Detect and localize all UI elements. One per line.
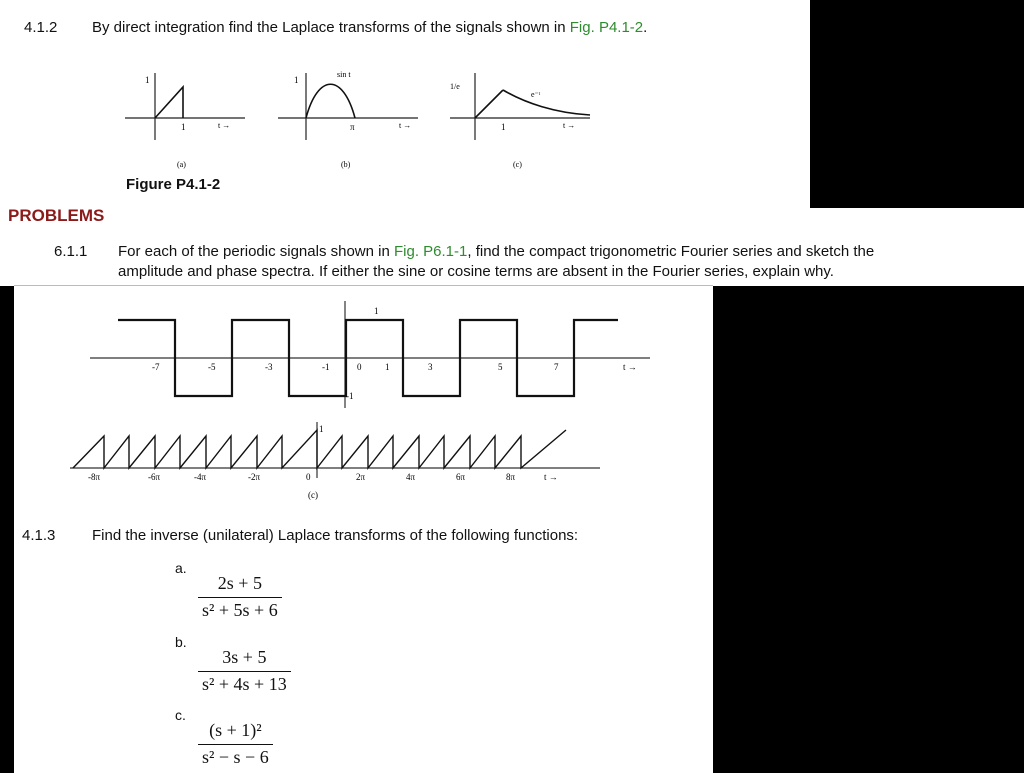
sawtooth-wave — [70, 422, 600, 500]
fig-a-one-x: 1 — [181, 122, 186, 132]
sq-tick: 1 — [385, 362, 390, 372]
saw-tick: -6π — [148, 472, 161, 482]
sq-tick: 3 — [428, 362, 433, 372]
figure-p412-c — [450, 73, 590, 169]
item-c-label: c. — [175, 707, 186, 723]
fraction-b-numerator: 3s + 5 — [198, 647, 291, 672]
sq-neg-one: -1 — [346, 391, 354, 401]
problem-611-number: 6.1.1 — [54, 243, 88, 260]
fig-a-caption: (a) — [177, 160, 186, 169]
sq-tick: -3 — [265, 362, 273, 372]
sq-tick: -7 — [152, 362, 160, 372]
saw-tick: 0 — [306, 472, 311, 482]
fig-c-t: t → — [563, 121, 576, 130]
figure-p611 — [60, 296, 660, 511]
saw-tick: 4π — [406, 472, 416, 482]
fraction-a — [198, 573, 282, 621]
saw-tick: -8π — [88, 472, 101, 482]
problem-413-text: Find the inverse (unilateral) Laplace transforms of the following functions: — [92, 527, 579, 544]
panel-problem-413 — [14, 520, 713, 773]
saw-tick: 2π — [356, 472, 366, 482]
saw-tick: 8π — [506, 472, 516, 482]
problem-412-text: By direct integration find the Laplace transforms of the signals shown in Fig. P4.1-2. — [92, 19, 648, 36]
figure-p412-b — [278, 70, 418, 169]
fraction-a-numerator: 2s + 5 — [198, 573, 282, 598]
sq-tick: 0 — [357, 362, 362, 372]
item-b-label: b. — [175, 634, 187, 650]
divider — [14, 285, 713, 286]
sq-tick: -5 — [208, 362, 216, 372]
figure-ref-412[interactable]: Fig. P4.1-2 — [569, 19, 644, 36]
fig-b-sin: sin t — [337, 70, 351, 79]
saw-t: t → — [544, 472, 558, 482]
fig-c-1e: 1/e — [450, 82, 460, 91]
sq-one: 1 — [374, 306, 379, 316]
fig-c-one-x: 1 — [501, 122, 506, 132]
problem-413-number: 4.1.3 — [22, 527, 56, 544]
fraction-c — [198, 720, 273, 768]
fig-b-t: t → — [399, 121, 412, 130]
problem-611-line1: For each of the periodic signals shown in Fig. P6.1-1, find the compact trigonometric Fourier series and sketch the — [118, 243, 875, 260]
sq-tick: 5 — [498, 362, 503, 372]
fraction-b-denominator: s² + 4s + 13 — [202, 674, 287, 694]
saw-tick: -2π — [248, 472, 261, 482]
figure-ref-611[interactable]: Fig. P6.1-1 — [393, 243, 468, 260]
fraction-c-numerator: (s + 1)² — [198, 720, 273, 745]
fig-b-one: 1 — [294, 75, 299, 85]
saw-tick: -4π — [194, 472, 207, 482]
fig-a-t: t → — [218, 121, 231, 130]
fig-c-exp: e⁻ᵗ — [531, 90, 541, 99]
saw-caption: (c) — [308, 490, 318, 500]
square-wave — [90, 301, 650, 408]
sq-tick: -1 — [322, 362, 330, 372]
figure-caption-412: Figure P4.1-2 — [126, 176, 221, 193]
fig-a-one: 1 — [145, 75, 150, 85]
saw-one: 1 — [319, 424, 324, 434]
sq-t: t → — [623, 362, 637, 372]
sq-tick: 7 — [554, 362, 559, 372]
problems-heading: PROBLEMS — [8, 206, 105, 225]
problem-412-number: 4.1.2 — [24, 19, 58, 36]
fig-b-pi: π — [350, 122, 355, 132]
fraction-a-denominator: s² + 5s + 6 — [202, 600, 278, 620]
item-a-label: a. — [175, 560, 187, 576]
figure-p412 — [115, 55, 615, 175]
fraction-b — [198, 647, 291, 695]
saw-tick: 6π — [456, 472, 466, 482]
fig-c-caption: (c) — [513, 160, 522, 169]
fraction-c-denominator: s² − s − 6 — [202, 747, 269, 767]
problem-611-line2: amplitude and phase spectra. If either the sine or cosine terms are absent in the Fourier series, explain why. — [118, 263, 834, 280]
panel-figure-611-edge — [699, 286, 713, 436]
fig-b-caption: (b) — [341, 160, 351, 169]
figure-p412-a — [125, 73, 245, 169]
